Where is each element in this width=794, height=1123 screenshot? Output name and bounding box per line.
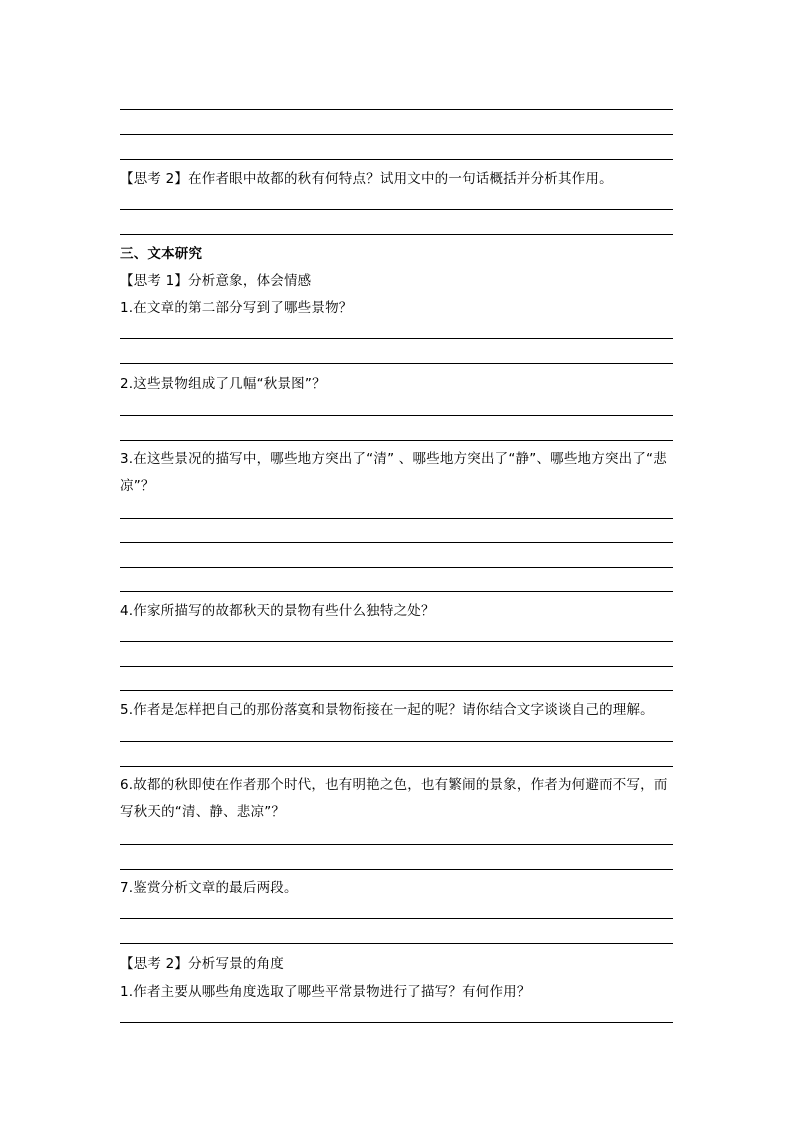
answer-line (120, 415, 673, 416)
answer-line (120, 666, 673, 667)
think1-title: 【思考 1】分析意象，体会情感 (120, 273, 312, 289)
question-6: 6.故都的秋即使在作者那个时代，也有明艳之色，也有繁闹的景象，作者为何避而不写，而写秋天的“清、静、悲凉”？ (120, 777, 668, 820)
answer-line (120, 943, 673, 944)
question-3: 3.在这些景况的描写中，哪些地方突出了“清” 、哪些地方突出了“静”、哪些地方突出了“悲凉”？ (120, 451, 667, 494)
answer-line (120, 338, 673, 339)
think2-question-1: 1.作者主要从哪些角度选取了哪些平常景物进行了描写？有何作用？ (120, 984, 531, 1000)
answer-line (120, 234, 673, 235)
answer-line (120, 363, 673, 364)
answer-line (120, 440, 673, 441)
answer-line (120, 741, 673, 742)
answer-line (120, 134, 673, 135)
question-7: 7.鉴赏分析文章的最后两段。 (120, 880, 298, 896)
question-1: 1.在文章的第二部分写到了哪些景物？ (120, 300, 353, 316)
answer-line (120, 690, 673, 691)
answer-line (120, 591, 673, 592)
answer-line (120, 844, 673, 845)
answer-line (120, 869, 673, 870)
question-4: 4.作家所描写的故都秋天的景物有些什么独特之处？ (120, 603, 435, 619)
question-5: 5.作者是怎样把自己的那份落寞和景物衔接在一起的呢？请你结合文字谈谈自己的理解。 (120, 702, 654, 718)
think2-title: 【思考 2】分析写景的角度 (120, 956, 284, 972)
answer-line (120, 766, 673, 767)
answer-line (120, 518, 673, 519)
answer-line (120, 641, 673, 642)
answer-line (120, 209, 673, 210)
question-think2-features: 【思考 2】在作者眼中故都的秋有何特点？试用文中的一句话概括并分析其作用。 (120, 171, 613, 187)
answer-line (120, 1022, 673, 1023)
question-2: 2.这些景物组成了几幅“秋景图”？ (120, 376, 326, 392)
answer-line (120, 159, 673, 160)
answer-line (120, 918, 673, 919)
answer-line (120, 567, 673, 568)
answer-line (120, 542, 673, 543)
section-heading: 三、文本研究 (120, 246, 203, 262)
answer-line (120, 109, 673, 110)
